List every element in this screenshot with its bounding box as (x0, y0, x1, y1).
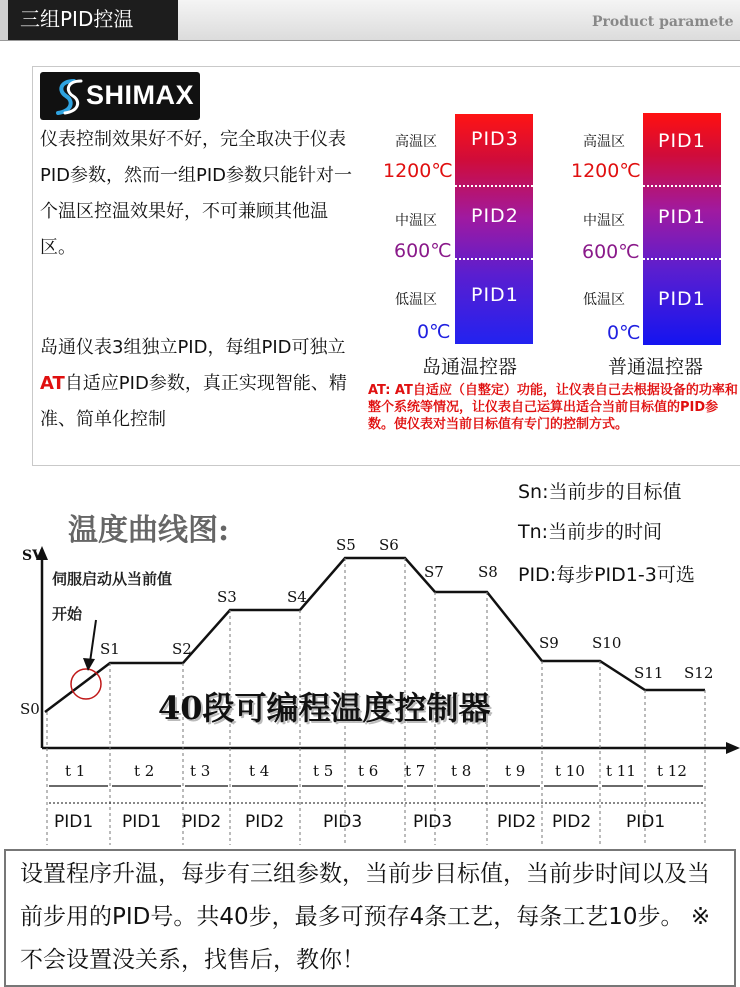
normal-temp-0: 0℃ (607, 322, 641, 344)
time-label: t 3 (190, 762, 211, 780)
normal-zone-low: 低温区 (583, 292, 625, 308)
pid-step-label: PID1 (626, 812, 666, 832)
time-label: t 6 (358, 762, 379, 780)
step-label: S1 (100, 640, 120, 658)
pid-step-label: PID1 (54, 812, 94, 832)
programmable-controller-label: 40段可编程温度控制器 (158, 689, 491, 727)
time-label: t 9 (505, 762, 526, 780)
legend-pid: PID:每步PID1-3可选 (518, 564, 695, 586)
page-title: 三组PID控温 (20, 7, 134, 31)
step-label: S4 (287, 588, 307, 606)
normal-pid-high: PID1 (658, 130, 706, 152)
footer-note-text: 设置程序升温，每步有三组参数，当前步目标值，当前步时间以及当前步用的PID号。共40步，最多可预存4条工艺，每条工艺10步。 ※不会设置没关系，找售后，教你！ (20, 861, 711, 973)
curve-x-axis-arrow (726, 742, 740, 754)
legend-tn: Tn:当前步的时间 (518, 521, 663, 543)
time-label: t 11 (606, 762, 636, 780)
brand-logo-text: SHIMAX (86, 80, 195, 110)
time-label: t 2 (134, 762, 155, 780)
time-label: t 4 (249, 762, 270, 780)
intro-paragraph-2-start: 岛通仪表3组独立PID，每组PID可独立 (40, 337, 346, 358)
normal-pid-mid: PID1 (658, 206, 706, 228)
pid-step-label: PID3 (413, 812, 453, 832)
at-note-text: AT: AT自适应（自整定）功能，让仪表自己去根据设备的功率和整个系统等情况，让仪表自己运算出适合当前目标值的PID参数。使仪表对当前目标值有专门的控制方式。 (368, 383, 738, 432)
legend-sn: Sn:当前步的目标值 (518, 481, 682, 503)
island-zone-low: 低温区 (395, 292, 437, 308)
island-temp-0: 0℃ (417, 321, 451, 343)
pid-step-label: PID2 (552, 812, 592, 832)
normal-controller-caption: 普通温控器 (608, 356, 704, 378)
product-parameter-label: Product paramete (592, 14, 734, 30)
pid-step-label: PID2 (497, 812, 537, 832)
step-label: S2 (172, 640, 192, 658)
island-controller-caption: 岛通温控器 (422, 356, 518, 378)
island-temp-1200: 1200℃ (383, 160, 453, 182)
at-highlight: AT (40, 373, 65, 394)
curve-axis-label: SV (22, 548, 43, 564)
step-label: S7 (424, 563, 444, 581)
time-label: t 12 (657, 762, 687, 780)
time-label: t 5 (313, 762, 334, 780)
step-label: S12 (684, 664, 714, 682)
island-zone-mid: 中温区 (395, 213, 437, 229)
pid-step-label: PID2 (245, 812, 285, 832)
island-pid-mid: PID2 (471, 205, 519, 227)
normal-zone-mid: 中温区 (583, 213, 625, 229)
island-temp-600: 600℃ (394, 240, 452, 262)
time-label: t 1 (65, 762, 86, 780)
time-label: t 10 (555, 762, 585, 780)
step-label: S8 (478, 563, 498, 581)
island-pid-high: PID3 (471, 128, 519, 150)
time-label: t 8 (451, 762, 472, 780)
time-label: t 7 (405, 762, 426, 780)
island-zone-high: 高温区 (395, 134, 437, 150)
step-label: S3 (217, 588, 237, 606)
servo-start-note: 伺服启动从当前值开始 (52, 570, 173, 623)
step-label: S9 (539, 634, 559, 652)
intro-paragraph-1: 仪表控制效果好不好，完全取决于仪表PID参数，然而一组PID参数只能针对一个温区控温效果好，不可兼顾其他温区。 (40, 129, 353, 258)
normal-zone-high: 高温区 (583, 134, 625, 150)
pid-step-label: PID3 (323, 812, 363, 832)
step-label: S0 (20, 700, 40, 718)
step-label: S10 (592, 634, 622, 652)
island-pid-low: PID1 (471, 284, 519, 306)
intro-paragraph-2-end: 自适应PID参数，真正实现智能、精准、简单化控制 (40, 373, 347, 430)
pid-step-label: PID1 (122, 812, 162, 832)
normal-temp-600: 600℃ (582, 241, 640, 263)
step-label: S11 (634, 664, 664, 682)
servo-start-circle (71, 669, 101, 699)
pid-step-label: PID2 (182, 812, 222, 832)
normal-pid-low: PID1 (658, 288, 706, 310)
step-label: S5 (336, 536, 356, 554)
curve-title: 温度曲线图: (68, 513, 230, 548)
normal-temp-1200: 1200℃ (571, 160, 641, 182)
step-label: S6 (379, 536, 399, 554)
